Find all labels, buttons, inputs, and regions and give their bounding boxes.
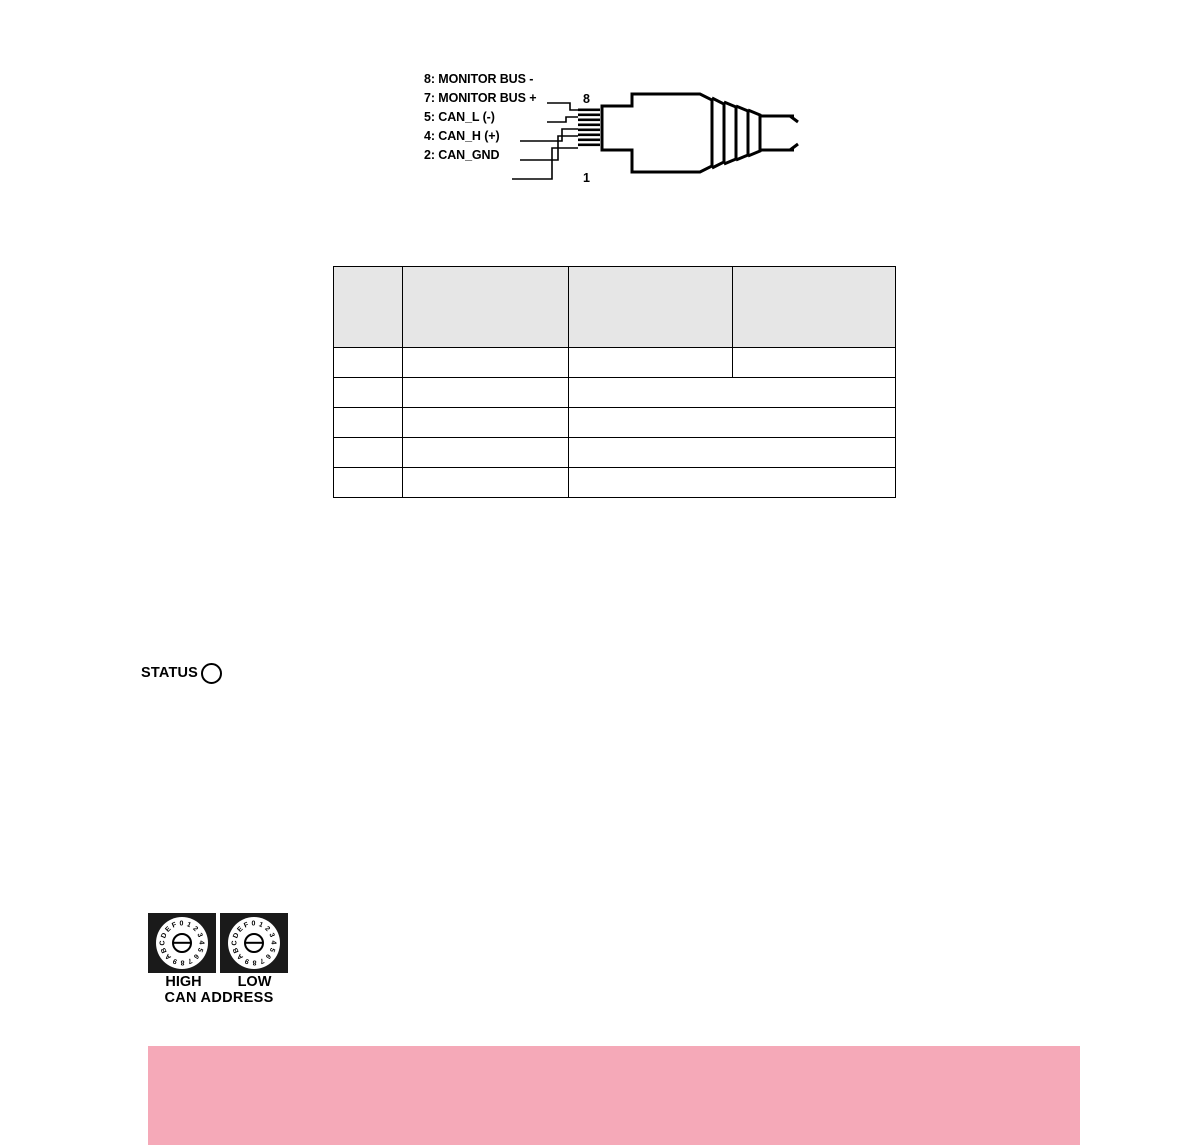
table-cell [733, 348, 896, 378]
status-indicator [141, 662, 222, 684]
table-cell [334, 348, 403, 378]
can-address-rotary-switches [148, 913, 290, 1007]
table-row [334, 438, 896, 468]
rotary-dial-knob-high[interactable] [172, 933, 192, 953]
pin-label-8: 8: MONITOR BUS - [424, 72, 534, 86]
rotary-dial-high[interactable] [156, 917, 208, 969]
table-header-row [334, 267, 896, 348]
rotary-tick-4: 4 [269, 940, 277, 945]
rotary-switch-high[interactable] [148, 913, 216, 973]
rotary-tick-8: 8 [180, 958, 185, 966]
can-address-title: CAN ADDRESS [164, 990, 274, 1006]
rotary-tick-E: E [236, 925, 245, 934]
rotary-tick-F: F [171, 921, 178, 930]
rotary-label-high: HIGH [165, 974, 202, 990]
rotary-tick-B: B [232, 946, 241, 954]
rotary-tick-F: F [243, 921, 250, 930]
table-header-cell-1 [334, 267, 403, 348]
connector-pin-number-top: 8 [583, 92, 590, 106]
rotary-tick-3: 3 [267, 932, 276, 939]
rotary-tick-9: 9 [244, 956, 251, 965]
rotary-tick-2: 2 [191, 925, 199, 934]
rotary-tick-0: 0 [179, 920, 184, 928]
rotary-tick-9: 9 [172, 956, 179, 965]
rotary-dial-knob-low[interactable] [244, 933, 264, 953]
table-cell [569, 378, 896, 408]
rotary-switch-body [148, 913, 290, 973]
rotary-tick-5: 5 [267, 946, 276, 953]
rotary-tick-A: A [236, 952, 245, 961]
rotary-label-low: LOW [237, 974, 272, 990]
rotary-tick-1: 1 [257, 921, 264, 930]
rotary-dial-low[interactable] [228, 917, 280, 969]
rotary-tick-7: 7 [186, 956, 193, 965]
rotary-tick-C: C [159, 940, 167, 946]
table-row [334, 348, 896, 378]
rotary-tick-D: D [160, 932, 169, 940]
rotary-tick-8: 8 [252, 958, 257, 966]
table-cell [569, 438, 896, 468]
connector-plug-icon [0, 70, 1190, 200]
table-cell [334, 378, 403, 408]
footer-highlight-bar [148, 1046, 1080, 1145]
rotary-tick-B: B [160, 946, 169, 954]
rotary-tick-1: 1 [185, 921, 192, 930]
table-row [334, 378, 896, 408]
connector-pinout-diagram [0, 70, 1190, 200]
table-cell [569, 408, 896, 438]
rotary-tick-D: D [232, 932, 241, 940]
table-header-cell-3 [569, 267, 733, 348]
rotary-tick-0: 0 [251, 920, 256, 928]
table-cell [334, 468, 403, 498]
rotary-tick-A: A [164, 952, 173, 961]
rotary-tick-4: 4 [197, 940, 205, 945]
table-cell [334, 438, 403, 468]
table-cell [403, 438, 569, 468]
rotary-switch-low[interactable] [220, 913, 288, 973]
table-cell [334, 408, 403, 438]
rotary-tick-7: 7 [258, 956, 265, 965]
table-cell [569, 348, 733, 378]
connector-pin-number-bottom: 1 [583, 171, 590, 185]
rotary-tick-2: 2 [263, 925, 271, 934]
status-label: STATUS [141, 665, 199, 681]
rotary-switch-captions [148, 974, 290, 990]
table-header-cell-2 [403, 267, 569, 348]
table-cell [403, 468, 569, 498]
status-led-icon [201, 663, 222, 684]
rotary-dial-slot-low [246, 942, 263, 944]
pin-label-2: 2: CAN_GND [424, 148, 500, 162]
rotary-tick-3: 3 [195, 932, 204, 939]
table-header-cell-4 [733, 267, 896, 348]
table-cell [403, 378, 569, 408]
pin-label-4: 4: CAN_H (+) [424, 129, 500, 143]
table-row [334, 408, 896, 438]
table-cell [403, 408, 569, 438]
table-cell [569, 468, 896, 498]
table-cell [403, 348, 569, 378]
table-row [334, 468, 896, 498]
pin-label-5: 5: CAN_L (-) [424, 110, 495, 124]
rotary-tick-6: 6 [263, 952, 272, 960]
pin-label-7: 7: MONITOR BUS + [424, 91, 537, 105]
rotary-tick-E: E [164, 925, 173, 934]
rotary-tick-C: C [231, 940, 239, 946]
rotary-tick-6: 6 [191, 952, 200, 960]
specification-table [333, 266, 896, 498]
rotary-tick-5: 5 [195, 946, 204, 953]
rotary-dial-slot-high [174, 942, 191, 944]
